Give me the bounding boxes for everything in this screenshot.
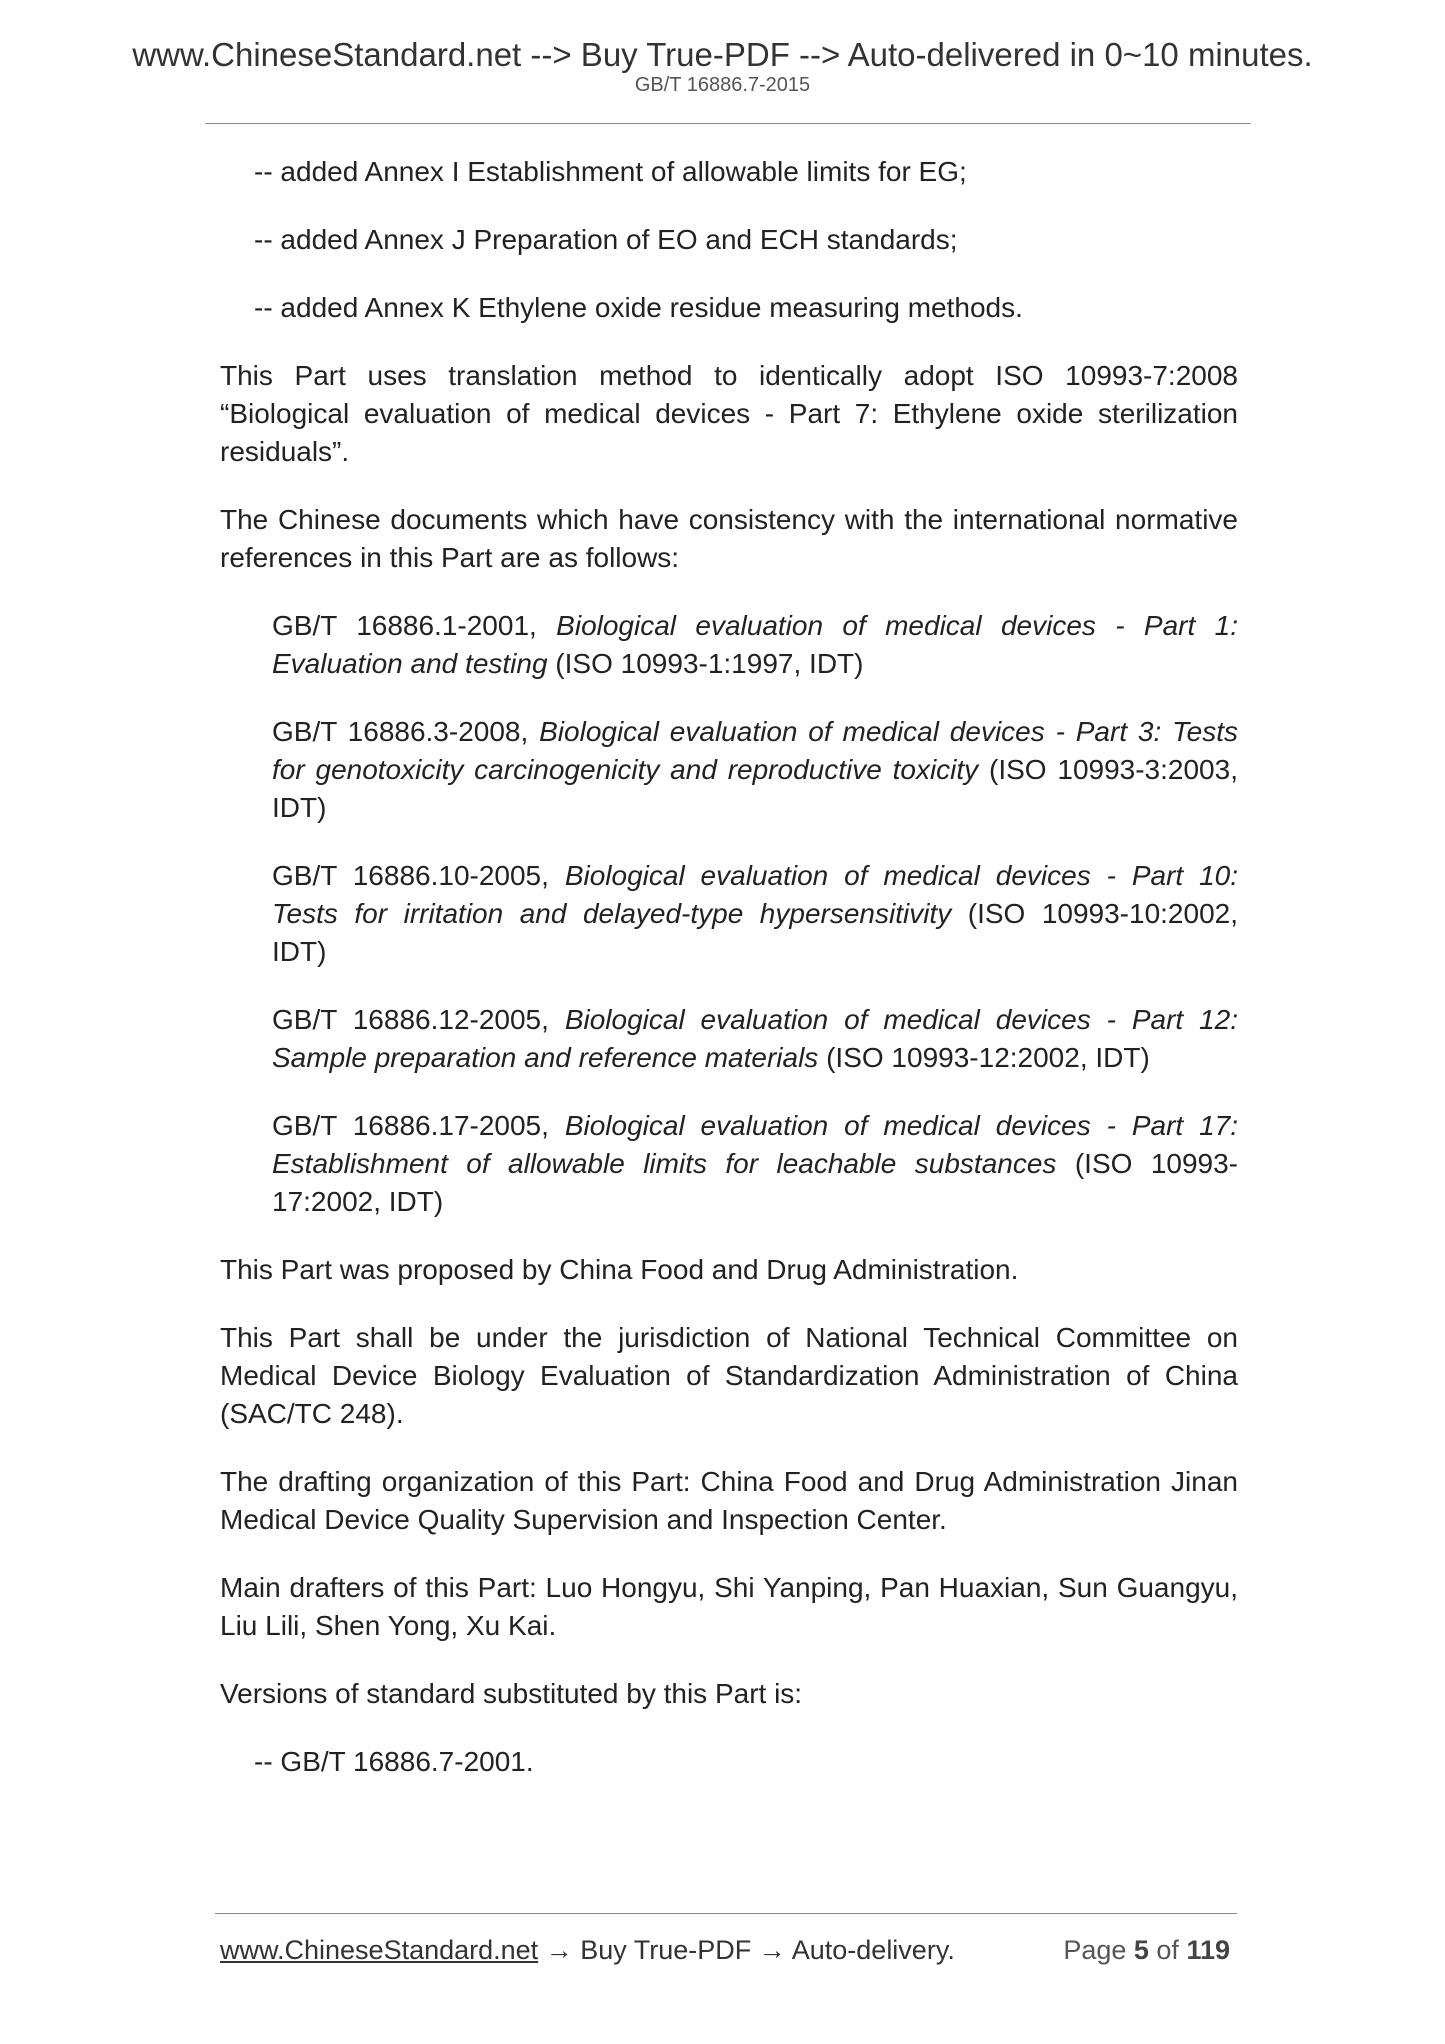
references-intro-paragraph: The Chinese documents which have consistency with the international normative references in this Part are as follows: (220, 504, 1238, 573)
page-indicator (1063, 1935, 1230, 1966)
reference-code: GB/T 16886.3-2008, (272, 716, 540, 747)
footer-buy-text: → Buy True-PDF → Auto-delivery. (538, 1935, 955, 1965)
page-of: of (1148, 1935, 1187, 1965)
reference-code: GB/T 16886.1-2001, (272, 610, 557, 641)
reference-item (272, 857, 1238, 971)
reference-code: GB/T 16886.12-2005, (272, 1004, 565, 1035)
versions-paragraph: Versions of standard substituted by this Part is: (220, 1678, 803, 1709)
reference-iso: (ISO 10993-1:1997, IDT) (547, 648, 864, 679)
reference-title: Biological evaluation of medical devices - Part 17: Establishment of allowable limits for leachable substances (272, 1110, 1238, 1179)
drafters-paragraph: Main drafters of this Part: Luo Hongyu, Shi Yanping, Pan Huaxian, Sun Guangyu, Liu Lili, Shen Yong, Xu Kai. (220, 1572, 1238, 1641)
annex-k-item: -- added Annex K Ethylene oxide residue measuring methods. (254, 292, 1023, 323)
jurisdiction-paragraph: This Part shall be under the jurisdiction of National Technical Committee on Medical Device Biology Evaluation of Standardization Administration of China (SAC/TC 248). (220, 1322, 1238, 1429)
reference-title: Biological evaluation of medical devices - Part 3: Tests for genotoxicity carcinogenicity and reproductive toxicity (272, 716, 1239, 785)
reference-iso: (ISO 10993-10:2002, IDT) (272, 898, 1239, 967)
website-link[interactable]: www.ChineseStandard.net (220, 1935, 539, 1965)
version-item: -- GB/T 16886.7-2001. (254, 1746, 534, 1777)
reference-item (272, 1001, 1238, 1077)
adoption-paragraph: This Part uses translation method to identically adopt ISO 10993-7:2008 “Biological evaluation of medical devices - Part 7: Ethylene oxide sterilization residuals”. (220, 360, 1238, 467)
document-code: GB/T 16886.7-2015 (634, 74, 811, 96)
reference-iso: (ISO 10993-3:2003, IDT) (272, 754, 1238, 823)
page-label: Page (1063, 1935, 1134, 1965)
header-banner: www.ChineseStandard.net --> Buy True-PDF --> Auto-delivered in 0~10 minutes. (132, 36, 1313, 73)
page-total: 119 (1186, 1935, 1230, 1965)
proposed-paragraph: This Part was proposed by China Food and Drug Administration. (220, 1254, 1019, 1285)
reference-item (272, 1107, 1238, 1221)
page-current: 5 (1133, 1935, 1149, 1965)
reference-title: Biological evaluation of medical devices - Part 10: Tests for irritation and delayed-type hypersensitivity (272, 860, 1238, 929)
header-divider (205, 123, 1251, 124)
footer-promo (220, 1935, 955, 1966)
page-content (220, 153, 1238, 1811)
reference-code: GB/T 16886.10-2005, (272, 860, 565, 891)
drafting-organization-paragraph: The drafting organization of this Part: China Food and Drug Administration Jinan Medical Device Quality Supervision and Inspection Center. (220, 1466, 1238, 1535)
reference-code: GB/T 16886.17-2005, (272, 1110, 565, 1141)
footer-divider (215, 1913, 1237, 1914)
reference-title: Biological evaluation of medical devices - Part 12: Sample preparation and reference materials (272, 1004, 1238, 1073)
annex-j-item: -- added Annex J Preparation of EO and ECH standards; (254, 224, 958, 255)
reference-item (272, 713, 1238, 827)
reference-item (272, 607, 1238, 683)
annex-i-item: -- added Annex I Establishment of allowable limits for EG; (254, 156, 967, 187)
reference-title: Biological evaluation of medical devices - Part 1: Evaluation and testing (272, 610, 1238, 679)
reference-iso: (ISO 10993-17:2002, IDT) (272, 1148, 1238, 1217)
reference-iso: (ISO 10993-12:2002, IDT) (818, 1042, 1150, 1073)
